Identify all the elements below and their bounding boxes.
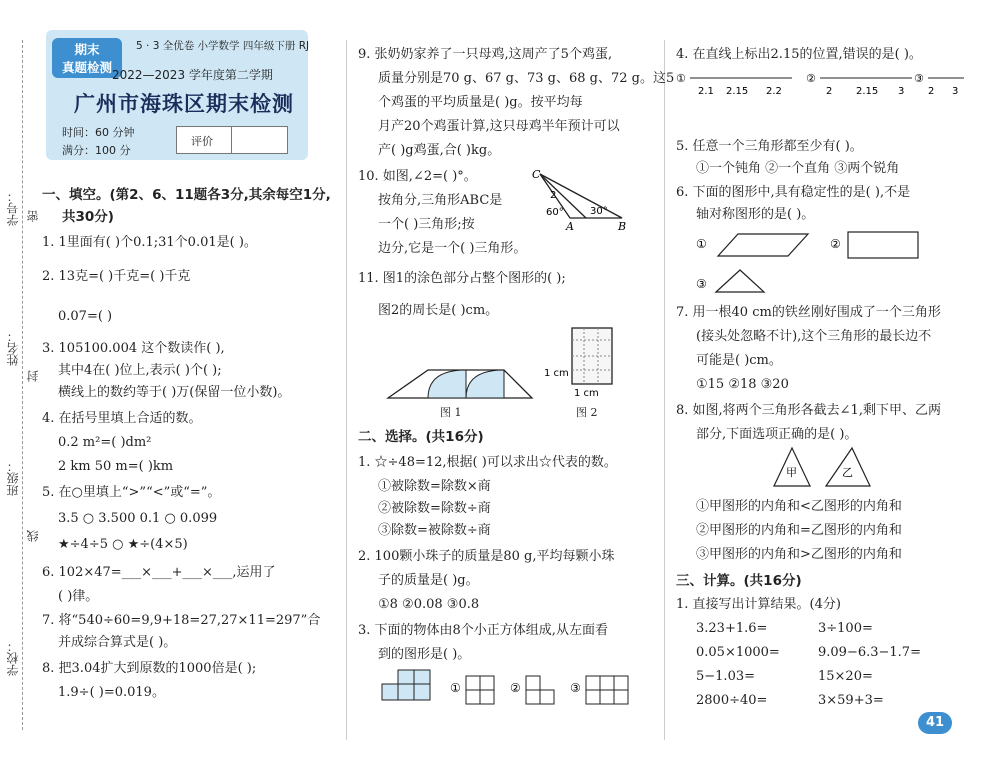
seal-mark-3: 线 <box>26 530 40 542</box>
question: 并成综合算式是( )。 <box>58 635 177 650</box>
shape-options <box>696 226 956 296</box>
badge-line-1: 期末 <box>74 42 100 57</box>
question: 质量分别是70 g、67 g、73 g、68 g、72 g。这5 <box>378 71 675 86</box>
calc-item: 2800÷40= <box>696 693 768 708</box>
question: 5. 任意一个三角形都至少有( )。 <box>676 139 863 154</box>
school-year: 2022—2023 学年度第二学期 <box>112 68 273 82</box>
svg-text:①: ① <box>696 237 707 251</box>
question: 1. ☆÷48=12,根据( )可以求出☆代表的数。 <box>358 455 617 470</box>
figure-2-caption: 图 2 <box>576 406 598 419</box>
svg-text:①: ① <box>450 681 461 695</box>
question: 1.9÷( )=0.019。 <box>58 685 165 700</box>
calc-item: 3×59+3= <box>818 693 884 708</box>
question: 7. 用一根40 cm的铁丝刚好围成了一个三角形 <box>676 305 941 320</box>
svg-text:3: 3 <box>898 86 905 97</box>
binding-margin <box>0 0 40 760</box>
svg-text:2.1: 2.1 <box>698 86 714 97</box>
svg-text:A: A <box>566 220 574 232</box>
calc-item: 5−1.03= <box>696 669 756 684</box>
question: 9. 张奶奶家养了一只母鸡,这周产了5个鸡蛋, <box>358 47 613 62</box>
question: 6. 下面的图形中,具有稳定性的是( ),不是 <box>676 185 911 200</box>
question: 横线上的数约等于( )万(保留一位小数)。 <box>58 385 291 400</box>
question: ( )律。 <box>58 589 99 604</box>
seal-mark-1: 密 <box>26 210 40 222</box>
class-label: 班级： <box>6 460 20 496</box>
svg-text:2.2: 2.2 <box>766 86 782 97</box>
calc-item: 0.05×1000= <box>696 645 780 660</box>
question: 7. 将“540÷60=9,9+18=27,27×11=297”合 <box>42 613 321 628</box>
svg-text:2: 2 <box>550 190 557 201</box>
option: ①15 ②18 ③20 <box>696 377 789 392</box>
column-divider <box>664 40 665 740</box>
school-label: 学校： <box>6 640 20 676</box>
option: ①8 ②0.08 ③0.8 <box>378 597 480 612</box>
evaluation-box <box>176 126 288 154</box>
page-title: 广州市海珠区期末检测 <box>74 92 294 116</box>
column-divider <box>346 40 347 740</box>
cut-line <box>22 40 23 730</box>
section-calc-heading: 三、计算。(共16分) <box>676 573 802 589</box>
question: 图2的周长是( )cm。 <box>378 303 499 318</box>
svg-text:30°: 30° <box>590 206 608 217</box>
question: 产( )g鸡蛋,合( )kg。 <box>378 143 501 158</box>
page-number: 41 <box>918 712 952 734</box>
triangle-figure <box>530 168 630 232</box>
question: 可能是( )cm。 <box>696 353 782 368</box>
option: ②甲图形的内角和=乙图形的内角和 <box>696 523 902 538</box>
svg-text:②: ② <box>510 681 521 695</box>
section-fill-heading: 一、填空。(第2、6、11题各3分,其余每空1分, <box>42 187 331 203</box>
question: 1. 1里面有( )个0.1;31个0.01是( )。 <box>42 235 257 250</box>
question: 部分,下面选项正确的是( )。 <box>696 427 858 442</box>
question: 3.5 ○ 3.500 0.1 ○ 0.099 <box>58 511 218 526</box>
question: 6. 102×47=___×___+___×___,运用了 <box>42 565 276 580</box>
cube-options <box>378 668 638 708</box>
question: 子的质量是( )g。 <box>378 573 479 588</box>
option: ③除数=被除数÷商 <box>378 523 491 538</box>
svg-text:60°: 60° <box>546 207 564 218</box>
question: 3. 下面的物体由8个小正方体组成,从左面看 <box>358 623 608 638</box>
series-label: 5 · 3 全优卷 小学数学 四年级下册 RJ <box>136 40 310 52</box>
cut-triangles-figure <box>770 444 880 490</box>
evaluation-label: 评价 <box>191 135 213 148</box>
svg-text:③: ③ <box>914 72 924 85</box>
option: ③甲图形的内角和>乙图形的内角和 <box>696 547 902 562</box>
question: 个鸡蛋的平均质量是( )g。按平均每 <box>378 95 583 110</box>
svg-text:1 cm: 1 cm <box>574 388 599 399</box>
question: 0.2 m²=( )dm² <box>58 435 152 450</box>
question: 8. 如图,将两个三角形各截去∠1,剩下甲、乙两 <box>676 403 941 418</box>
svg-text:③: ③ <box>696 277 707 291</box>
option: ①甲图形的内角和<乙图形的内角和 <box>696 499 902 514</box>
question: 一个( )三角形;按 <box>378 217 475 232</box>
question: 轴对称图形的是( )。 <box>696 207 815 222</box>
seal-mark-2: 封 <box>26 370 40 382</box>
option: ①被除数=除数×商 <box>378 479 491 494</box>
name-label: 姓名： <box>6 330 20 366</box>
svg-text:B: B <box>618 220 627 232</box>
calc-item: 3÷100= <box>818 621 873 636</box>
question: 月产20个鸡蛋计算,这只母鸡半年预计可以 <box>378 119 620 134</box>
full-score: 满分：100 分 <box>62 144 131 157</box>
question: 其中4在( )位上,表示( )个( ); <box>58 363 222 378</box>
svg-text:C: C <box>532 168 541 181</box>
svg-text:②: ② <box>830 237 841 251</box>
svg-text:2.15: 2.15 <box>856 86 879 97</box>
calc-item: 3.23+1.6= <box>696 621 768 636</box>
svg-text:乙: 乙 <box>842 466 853 479</box>
question: 3. 105100.004 这个数读作( ), <box>42 341 225 356</box>
svg-text:②: ② <box>806 72 816 85</box>
question: 1. 直接写出计算结果。(4分) <box>676 597 841 612</box>
question: 11. 图1的涂色部分占整个图形的( ); <box>358 271 566 286</box>
svg-text:1 cm: 1 cm <box>544 368 569 379</box>
number-line-options <box>676 68 966 98</box>
option: ②被除数=除数÷商 <box>378 501 491 516</box>
question: 2 km 50 m=( )km <box>58 459 174 474</box>
question: (接头处忽略不计),这个三角形的最长边不 <box>696 329 932 344</box>
question: 到的图形是( )。 <box>378 647 471 662</box>
question: ★÷4÷5 ○ ★÷(4×5) <box>58 537 188 552</box>
svg-text:③: ③ <box>570 681 581 695</box>
calc-item: 9.09−6.3−1.7= <box>818 645 921 660</box>
calc-item: 15×20= <box>818 669 873 684</box>
question: 0.07=( ) <box>58 309 113 324</box>
question: 2. 13克=( )千克=( )千克 <box>42 269 191 284</box>
question: 边分,它是一个( )三角形。 <box>378 241 527 256</box>
svg-text:3: 3 <box>952 86 959 97</box>
section-fill-heading-cont: 共30分) <box>62 209 114 225</box>
question: 10. 如图,∠2=( )°。 <box>358 169 477 184</box>
question: 5. 在○里填上“>”“<”或“=”。 <box>42 485 221 500</box>
figure-1-caption: 图 1 <box>440 406 462 419</box>
time-limit: 时间：60 分钟 <box>62 126 135 139</box>
question: 4. 在直线上标出2.15的位置,错误的是( )。 <box>676 47 922 62</box>
question: 8. 把3.04扩大到原数的1000倍是( ); <box>42 661 257 676</box>
badge-line-2: 真题检测 <box>61 60 112 75</box>
svg-text:2: 2 <box>826 86 833 97</box>
svg-text:2.15: 2.15 <box>726 86 749 97</box>
question: 按角分,三角形ABC是 <box>378 193 503 208</box>
svg-text:①: ① <box>676 72 686 85</box>
svg-text:甲: 甲 <box>786 466 797 479</box>
question: 4. 在括号里填上合适的数。 <box>42 411 202 426</box>
student-id-label: 学号： <box>6 190 20 226</box>
section-choice-heading: 二、选择。(共16分) <box>358 429 484 445</box>
svg-text:2: 2 <box>928 86 935 97</box>
option: ①一个钝角 ②一个直角 ③两个锐角 <box>696 161 900 176</box>
question: 2. 100颗小珠子的质量是80 g,平均每颗小珠 <box>358 549 615 564</box>
